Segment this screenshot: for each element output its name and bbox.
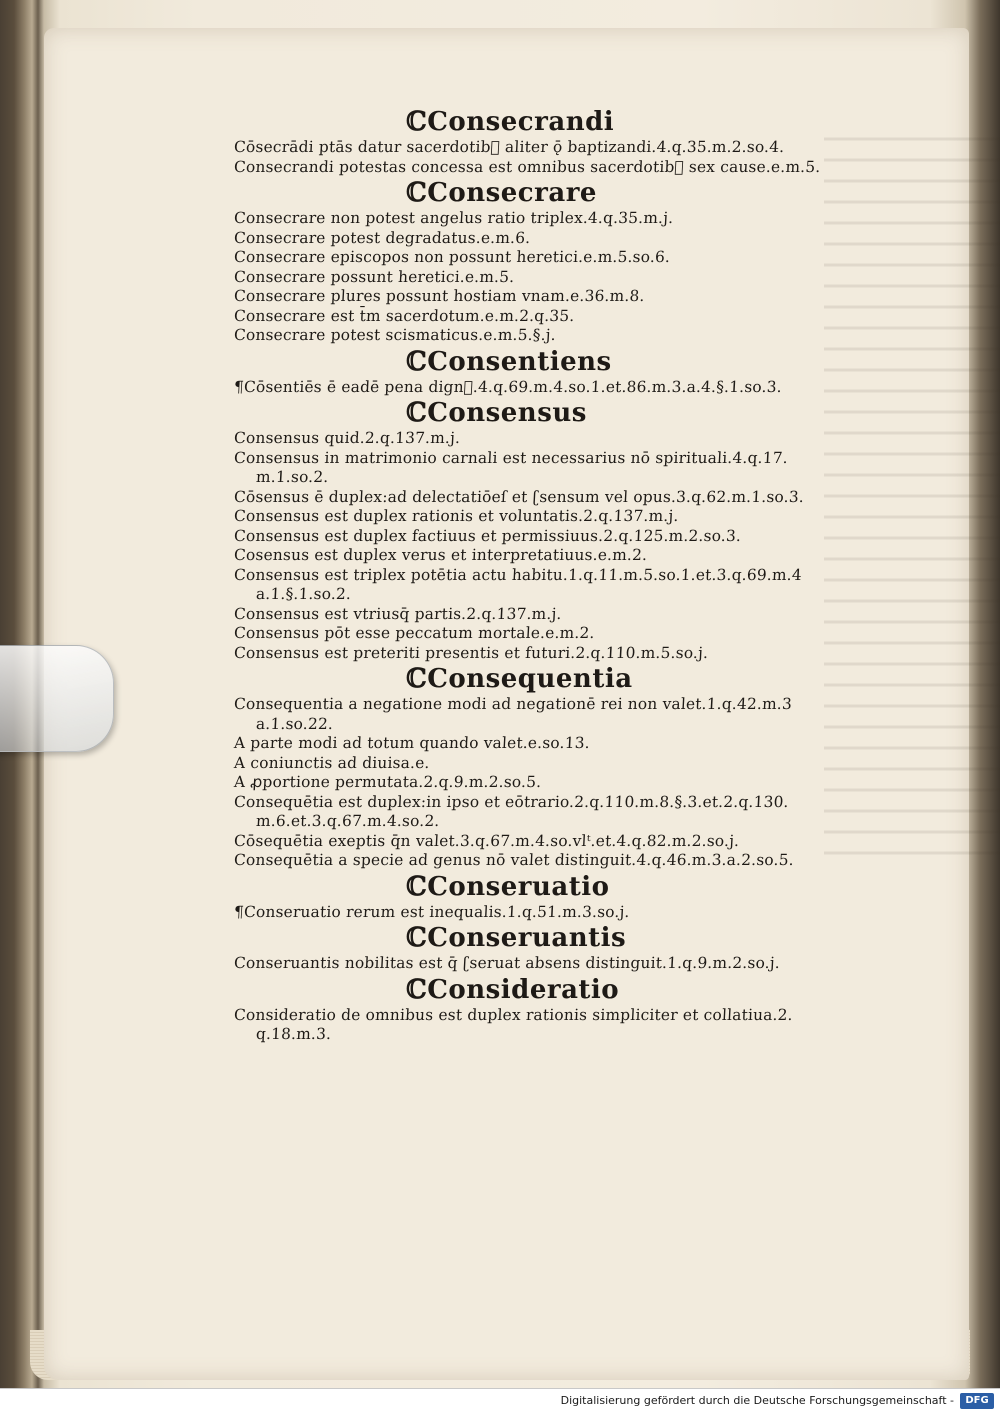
funding-credit: Digitalisierung gefördert durch die Deutsche Forschungsgemeinschaft - (560, 1394, 954, 1407)
entry-consequentia-7: Consequētia a specie ad genus nō valet distinguit.4.q.46.m.3.a.2.so.5. (233, 851, 795, 869)
entry-consecrare-6: Consecrare est t̄m sacerdotum.e.m.2.q.35. (233, 306, 575, 325)
entry-consequentia-1: Consequentia a negatione modi ad negationē rei non valet.1.q.42.m.3 (233, 695, 793, 713)
entry-consensus-10: Consensus est preteriti presentis et futuri.2.q.110.m.5.so.j. (233, 643, 709, 662)
entry-consideratio-1-cont: q.18.m.3. (255, 1025, 332, 1043)
index-text (234, 106, 874, 1045)
entry-consecrare-4: Consecrare possunt heretici.e.m.5. (233, 267, 515, 286)
heading-consentiens: ℂConsentiens (406, 346, 612, 377)
entry-consequentia-5: Consequētia est duplex:in ipso et eōtrario.2.q.110.m.8.§.3.et.2.q.130. (233, 792, 790, 811)
entry-consecrare-7: Consecrare potest scismaticus.e.m.5.§.j. (233, 326, 557, 344)
entry-consequentia-4: A ꝓportione permutata.2.q.9.m.2.so.5. (233, 773, 542, 791)
entry-consequentia-2: A parte modi ad totum quando valet.e.so.13. (233, 734, 591, 752)
entry-consecrandi-1: Cōsecrādi ptās datur sacerdotib᷑ aliter ǭ baptizandi.4.q.35.m.2.so.4. (233, 138, 785, 156)
entry-consecrare-5: Consecrare plures possunt hostiam vnam.e.36.m.8. (233, 287, 646, 305)
heading-consideratio: ℂConsideratio (406, 974, 620, 1005)
entry-consecrare-3: Consecrare episcopos non possunt heretici.e.m.5.so.6. (233, 248, 671, 266)
entry-consensus-2: Consensus in matrimonio carnali est necessarius nō spirituali.4.q.17. (233, 448, 789, 467)
entry-consensus-8: Consensus est vtriusq̄ partis.2.q.137.m.j. (233, 604, 563, 623)
plastic-page-marker (0, 645, 114, 752)
entry-consensus-7-cont: a.1.§.1.so.2. (255, 585, 352, 603)
entry-conseruatio-1: ¶Conseruatio rerum est inequalis.1.q.51.m.3.so.j. (233, 902, 631, 921)
entry-consequentia-1-cont: a.1.so.22. (255, 714, 334, 733)
entry-consideratio-1: Consideratio de omnibus est duplex rationis simpliciter et collatiua.2. (233, 1005, 794, 1024)
entry-consensus-5: Consensus est duplex factiuus et permissiuus.2.q.125.m.2.so.3. (233, 526, 742, 545)
entry-consensus-9: Consensus pōt esse peccatum mortale.e.m.2. (233, 624, 596, 642)
entry-consensus-6: Cosensus est duplex verus et interpretatiuus.e.m.2. (233, 546, 648, 564)
heading-conseruantis: ℂConseruantis (406, 923, 627, 953)
entry-consensus-1: Consensus quid.2.q.137.m.j. (233, 429, 461, 447)
entry-consequentia-6: Cōsequētia exeptis q̄n valet.3.q.67.m.4.so.vlᵗ.et.4.q.82.m.2.so.j. (233, 831, 740, 850)
heading-conseruatio: ℂConseruatio (406, 871, 610, 902)
heading-consequentia: ℂConsequentia (406, 664, 633, 694)
entry-consequentia-5-cont: m.6.et.3.q.67.m.4.so.2. (255, 812, 441, 830)
entry-consequentia-3: A coniunctis ad diuisa.e. (233, 753, 431, 772)
entry-consensus-2-cont: m.1.so.2. (255, 468, 329, 486)
dfg-logo-icon: DFG (960, 1393, 994, 1409)
digitization-footer (0, 1388, 1000, 1414)
heading-consensus: ℂConsensus (406, 398, 587, 428)
entry-consecrare-2: Consecrare potest degradatus.e.m.6. (233, 228, 531, 247)
entry-consensus-4: Consensus est duplex rationis et voluntatis.2.q.137.m.j. (233, 507, 680, 525)
heading-consecrandi: ℂConsecrandi (406, 107, 615, 137)
entry-consentiens-1: ¶Cōsentiēs ē eadē pena dign᷑.4.q.69.m.4.so.1.et.86.m.3.a.4.§.1.so.3. (233, 377, 783, 396)
entry-consensus-3: Cōsensus ē duplex:ad delectatiōeſ et ʗsensum vel opus.3.q.62.m.1.so.3. (233, 487, 805, 506)
entry-conseruantis-1: Conseruantis nobilitas est q̄ ʗseruat absens distinguit.1.q.9.m.2.so.j. (233, 954, 781, 972)
entry-consensus-7: Consensus est triplex potētia actu habitu.1.q.11.m.5.so.1.et.3.q.69.m.4 (233, 565, 803, 584)
entry-consecrandi-2: Consecrandi potestas concessa est omnibus sacerdotib᷑ sex cause.e.m.5. (233, 157, 821, 176)
entry-consecrare-1: Consecrare non potest angelus ratio triplex.4.q.35.m.j. (233, 209, 674, 227)
heading-consecrare: ℂConsecrare (406, 178, 597, 208)
